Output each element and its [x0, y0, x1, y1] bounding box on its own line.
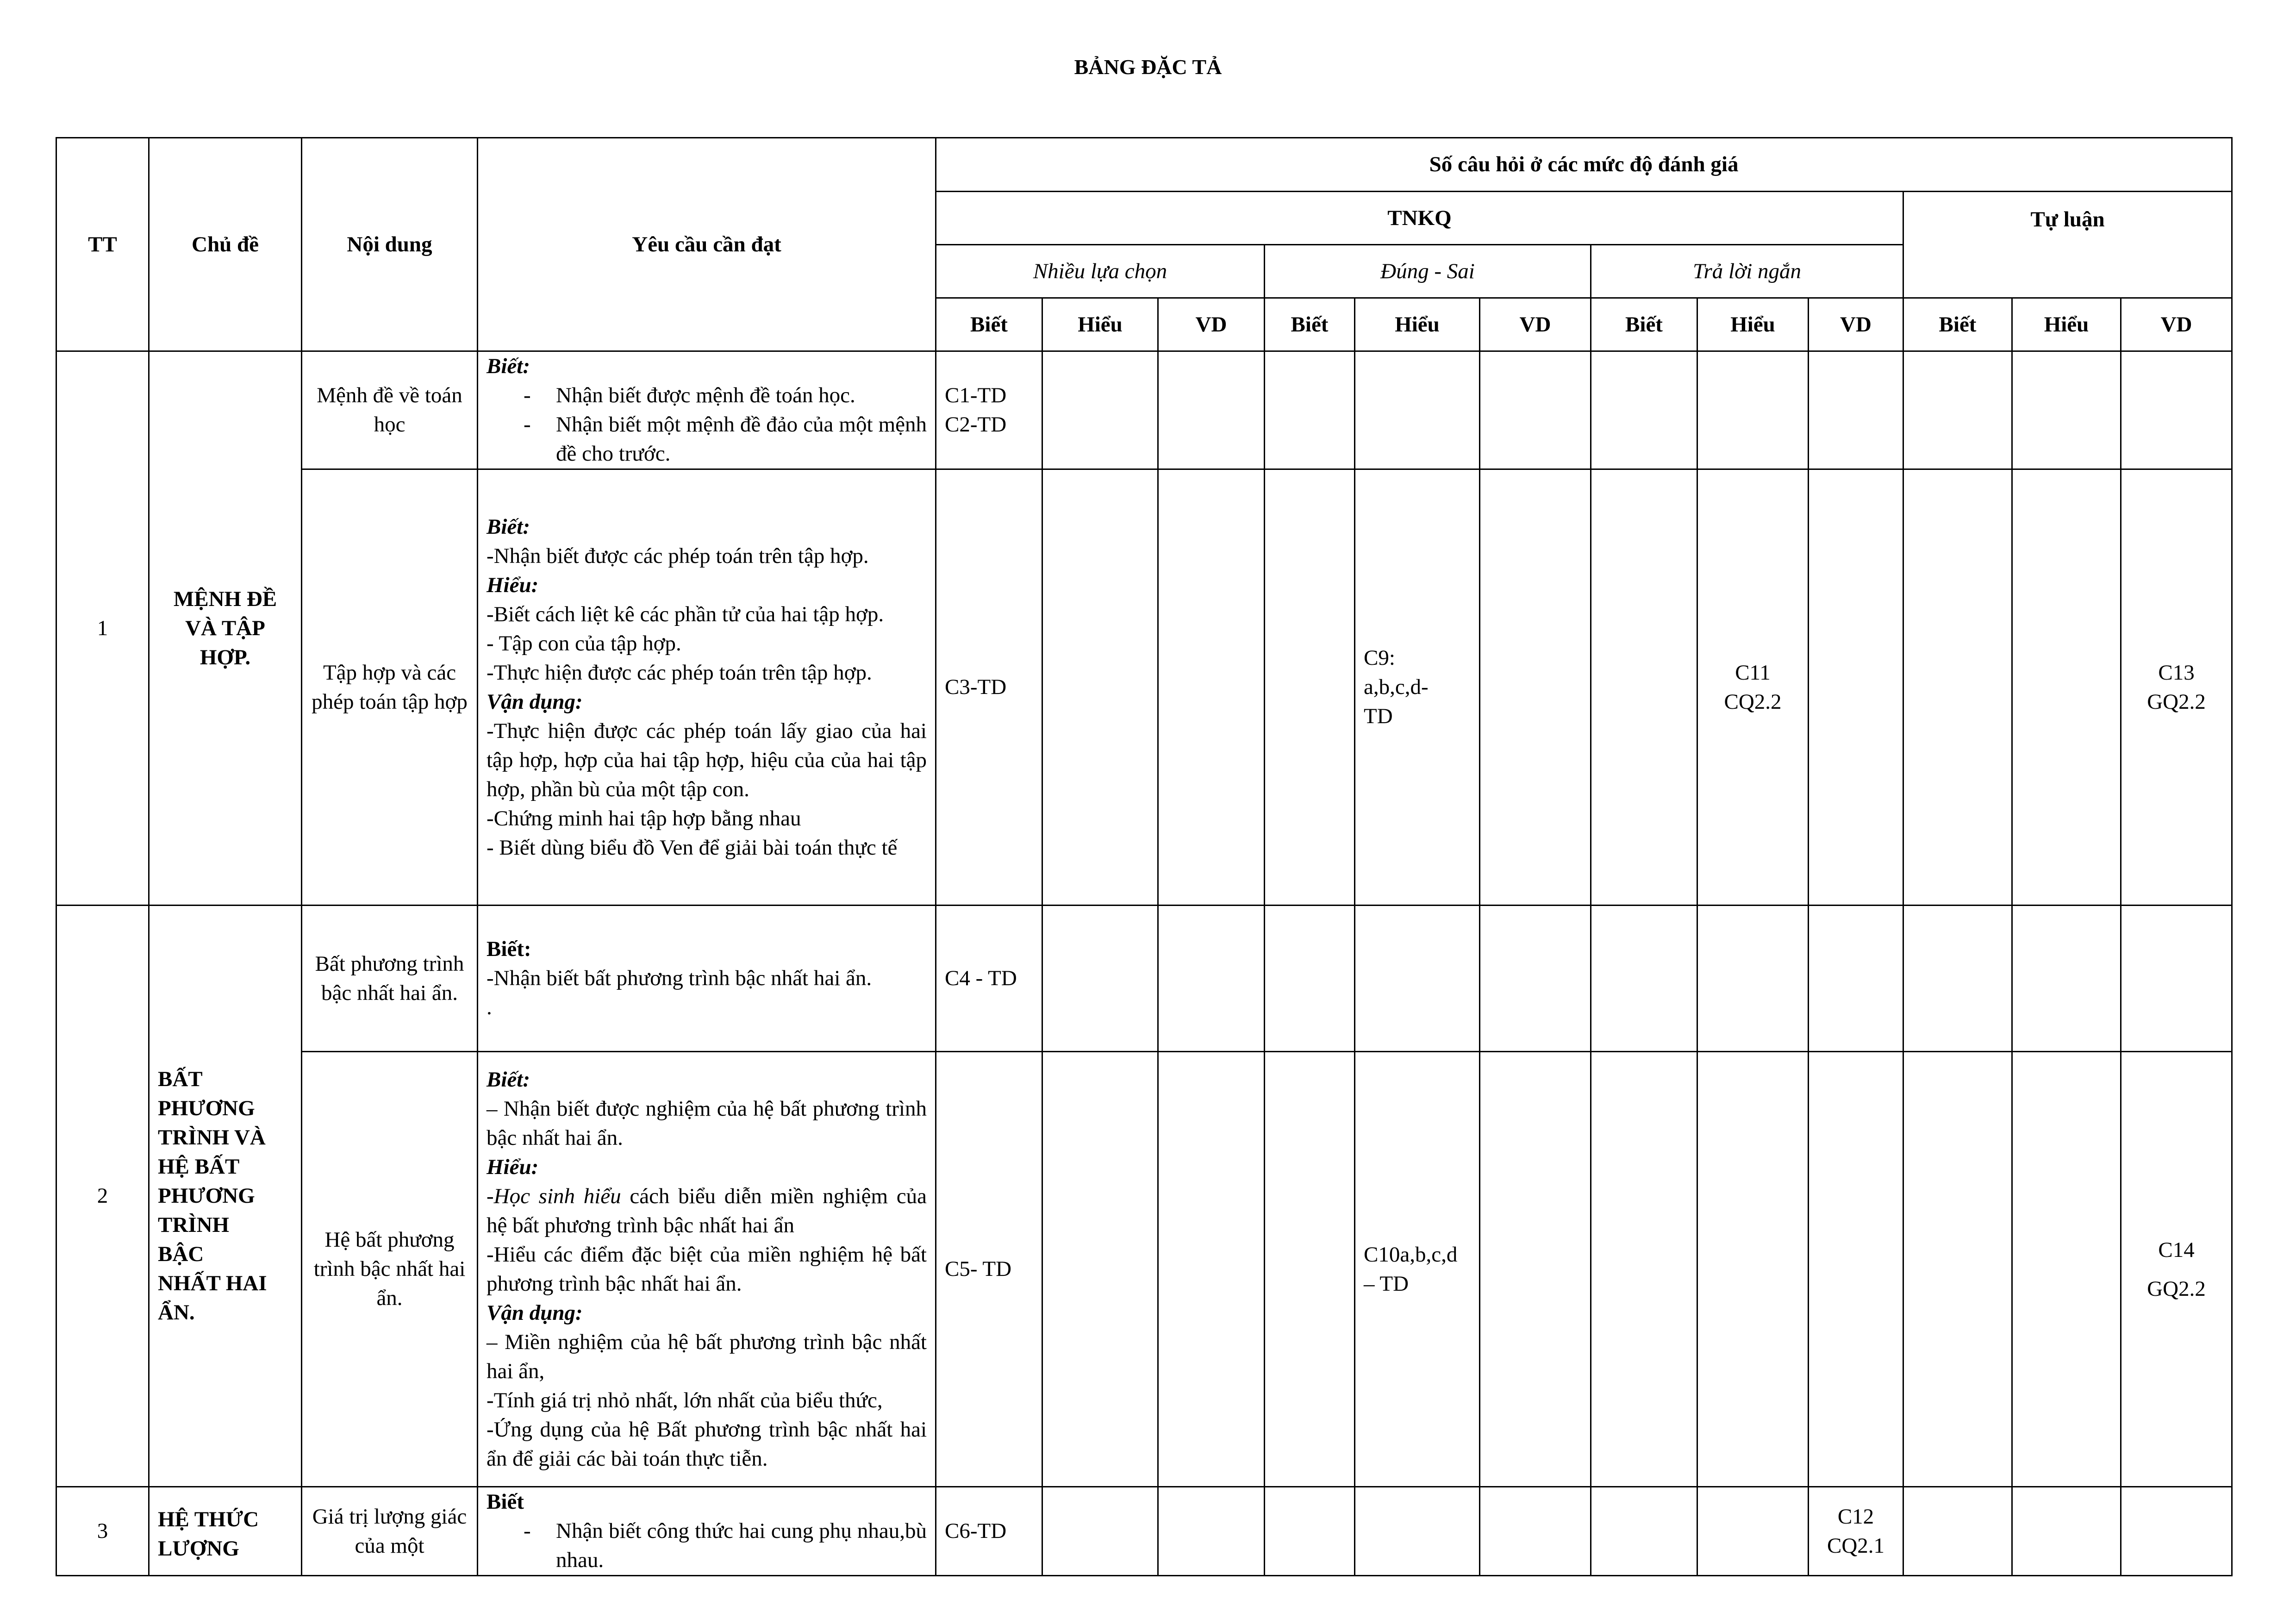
question-code-cell: C5- TD [936, 1052, 1042, 1487]
header-ds-vd: VD [1480, 298, 1591, 351]
page-title: BẢNG ĐẶC TẢ [1074, 55, 1222, 79]
question-code-cell: C9: a,b,c,d- TD [1355, 469, 1480, 906]
row-number: 3 [56, 1487, 149, 1576]
level-label: Biết: [487, 354, 530, 378]
requirement-item: -Học sinh hiểu cách biểu diễn miền nghiệm của hệ bất phương trình bậc nhất hai ẩn [487, 1184, 927, 1237]
requirement-item: -Biết cách liệt kê các phần tử của hai tập hợp. [487, 602, 884, 626]
table-row [56, 351, 2232, 469]
topic-cell: BẤT PHƯƠNG TRÌNH VÀ HỆ BẤT PHƯƠNG TRÌNH BẬC NHẤT HAI ẨN. [149, 906, 302, 1487]
question-code-cell: C4 - TD [936, 906, 1042, 1052]
requirement-cell [478, 906, 936, 1052]
requirement-item: - Nhận biết công thức hai cung phụ nhau,bù nhau. [524, 1519, 927, 1572]
requirement-item: - Nhận biết được mệnh đề toán học. [524, 383, 855, 407]
header-tl-biet: Biết [1591, 298, 1697, 351]
requirement-item: – Miền nghiệm của hệ bất phương trình bậc nhất hai ẩn, [487, 1330, 927, 1383]
header-tl-vd: VD [1809, 298, 1903, 351]
topic-cell [149, 351, 302, 906]
table-row [56, 469, 2232, 906]
level-label: Hiểu: [487, 1155, 539, 1179]
row-number: 1 [56, 351, 149, 906]
header-tt: TT [56, 138, 149, 351]
header-yeu-cau: Yêu cầu cần đạt [478, 138, 936, 351]
header-tra-loi-ngan: Trả lời ngắn [1591, 245, 1903, 298]
question-code-cell: C3-TD [936, 469, 1042, 906]
requirement-item: . [487, 995, 492, 1019]
header-tu-hieu: Hiểu [2012, 298, 2121, 351]
table-row [56, 1487, 2232, 1576]
requirement-item: - Nhận biết một mệnh đề đảo của một mệnh đề cho trước. [524, 412, 927, 466]
row-number: 2 [56, 906, 149, 1487]
question-code-cell: C1-TD C2-TD [936, 351, 1042, 469]
level-label: Vận dụng: [487, 689, 583, 714]
topic-line: HỢP. [200, 645, 251, 669]
header-tu-luan: Tự luận [1903, 192, 2232, 298]
requirement-item: -Hiểu các điểm đặc biệt của miền nghiệm hệ bất phương trình bậc nhất hai ẩn. [487, 1242, 927, 1296]
header-ds-biet: Biết [1265, 298, 1355, 351]
topic-line: MỆNH ĐỀ [173, 587, 277, 611]
level-label: Hiểu: [487, 573, 539, 597]
header-chu-de: Chủ đề [149, 138, 302, 351]
question-code-cell: C13 GQ2.2 [2121, 469, 2232, 906]
topic-cell: HỆ THỨC LƯỢNG [149, 1487, 302, 1576]
requirement-item: -Ứng dụng của hệ Bất phương trình bậc nhất hai ẩn để giải các bài toán thực tiễn. [487, 1417, 927, 1471]
requirement-item: – Nhận biết được nghiệm của hệ bất phương trình bậc nhất hai ẩn. [487, 1096, 927, 1150]
requirement-item: -Thực hiện được các phép toán lấy giao của hai tập hợp, hợp của hai tập hợp, hiệu của của hai tập hợp, phần bù của một tập con. [487, 718, 927, 801]
table-row [56, 906, 2232, 1052]
question-code-cell: C12 CQ2.1 [1809, 1487, 1903, 1576]
level-label: Biết: [487, 937, 531, 961]
content-cell: Hệ bất phương trình bậc nhất hai ẩn. [302, 1052, 478, 1487]
level-label: Biết: [487, 514, 530, 539]
question-code-cell: C10a,b,c,d – TD [1355, 1052, 1480, 1487]
level-label: Biết [487, 1490, 524, 1514]
header-nhieu-lua-chon: Nhiều lựa chọn [936, 245, 1265, 298]
content-cell: Giá trị lượng giác của một [302, 1487, 478, 1576]
header-mc-vd: VD [1158, 298, 1265, 351]
header-tl-hieu: Hiểu [1697, 298, 1809, 351]
requirement-item: -Tính giá trị nhỏ nhất, lớn nhất của biểu thức, [487, 1388, 883, 1412]
requirement-item: -Chứng minh hai tập hợp bằng nhau [487, 806, 801, 831]
requirement-item: - Biết dùng biểu đồ Ven để giải bài toán thực tế [487, 835, 898, 860]
requirement-cell [478, 1052, 936, 1487]
level-label: Biết: [487, 1067, 530, 1092]
topic-line: VÀ TẬP [185, 616, 265, 640]
requirement-item: -Nhận biết được các phép toán trên tập hợp. [487, 543, 869, 568]
header-mc-hieu: Hiểu [1042, 298, 1158, 351]
header-tnkq: TNKQ [936, 192, 1903, 245]
specification-table [56, 137, 2233, 1576]
table-row [56, 1052, 2232, 1487]
requirement-cell [478, 469, 936, 906]
header-noi-dung: Nội dung [302, 138, 478, 351]
level-label: Vận dụng: [487, 1300, 583, 1325]
header-tu-biet: Biết [1903, 298, 2012, 351]
header-ds-hieu: Hiểu [1355, 298, 1480, 351]
header-tu-vd: VD [2121, 298, 2232, 351]
requirement-item: - Tập con của tập hợp. [487, 631, 681, 656]
header-mc-biet: Biết [936, 298, 1042, 351]
requirement-item: -Nhận biết bất phương trình bậc nhất hai ẩn. [487, 966, 872, 990]
content-cell: Mệnh đề về toán học [302, 351, 478, 469]
requirement-cell [478, 351, 936, 469]
content-cell: Bất phương trình bậc nhất hai ẩn. [302, 906, 478, 1052]
content-cell: Tập hợp và các phép toán tập hợp [302, 469, 478, 906]
question-code-cell: C14 GQ2.2 [2121, 1052, 2232, 1487]
question-code-cell: C11 CQ2.2 [1697, 469, 1809, 906]
question-code-cell: C6-TD [936, 1487, 1042, 1576]
requirement-cell [478, 1487, 936, 1576]
header-dung-sai: Đúng - Sai [1265, 245, 1591, 298]
requirement-item: -Thực hiện được các phép toán trên tập hợp. [487, 660, 872, 685]
header-so-cau-hoi: Số câu hỏi ở các mức độ đánh giá [936, 138, 2232, 192]
